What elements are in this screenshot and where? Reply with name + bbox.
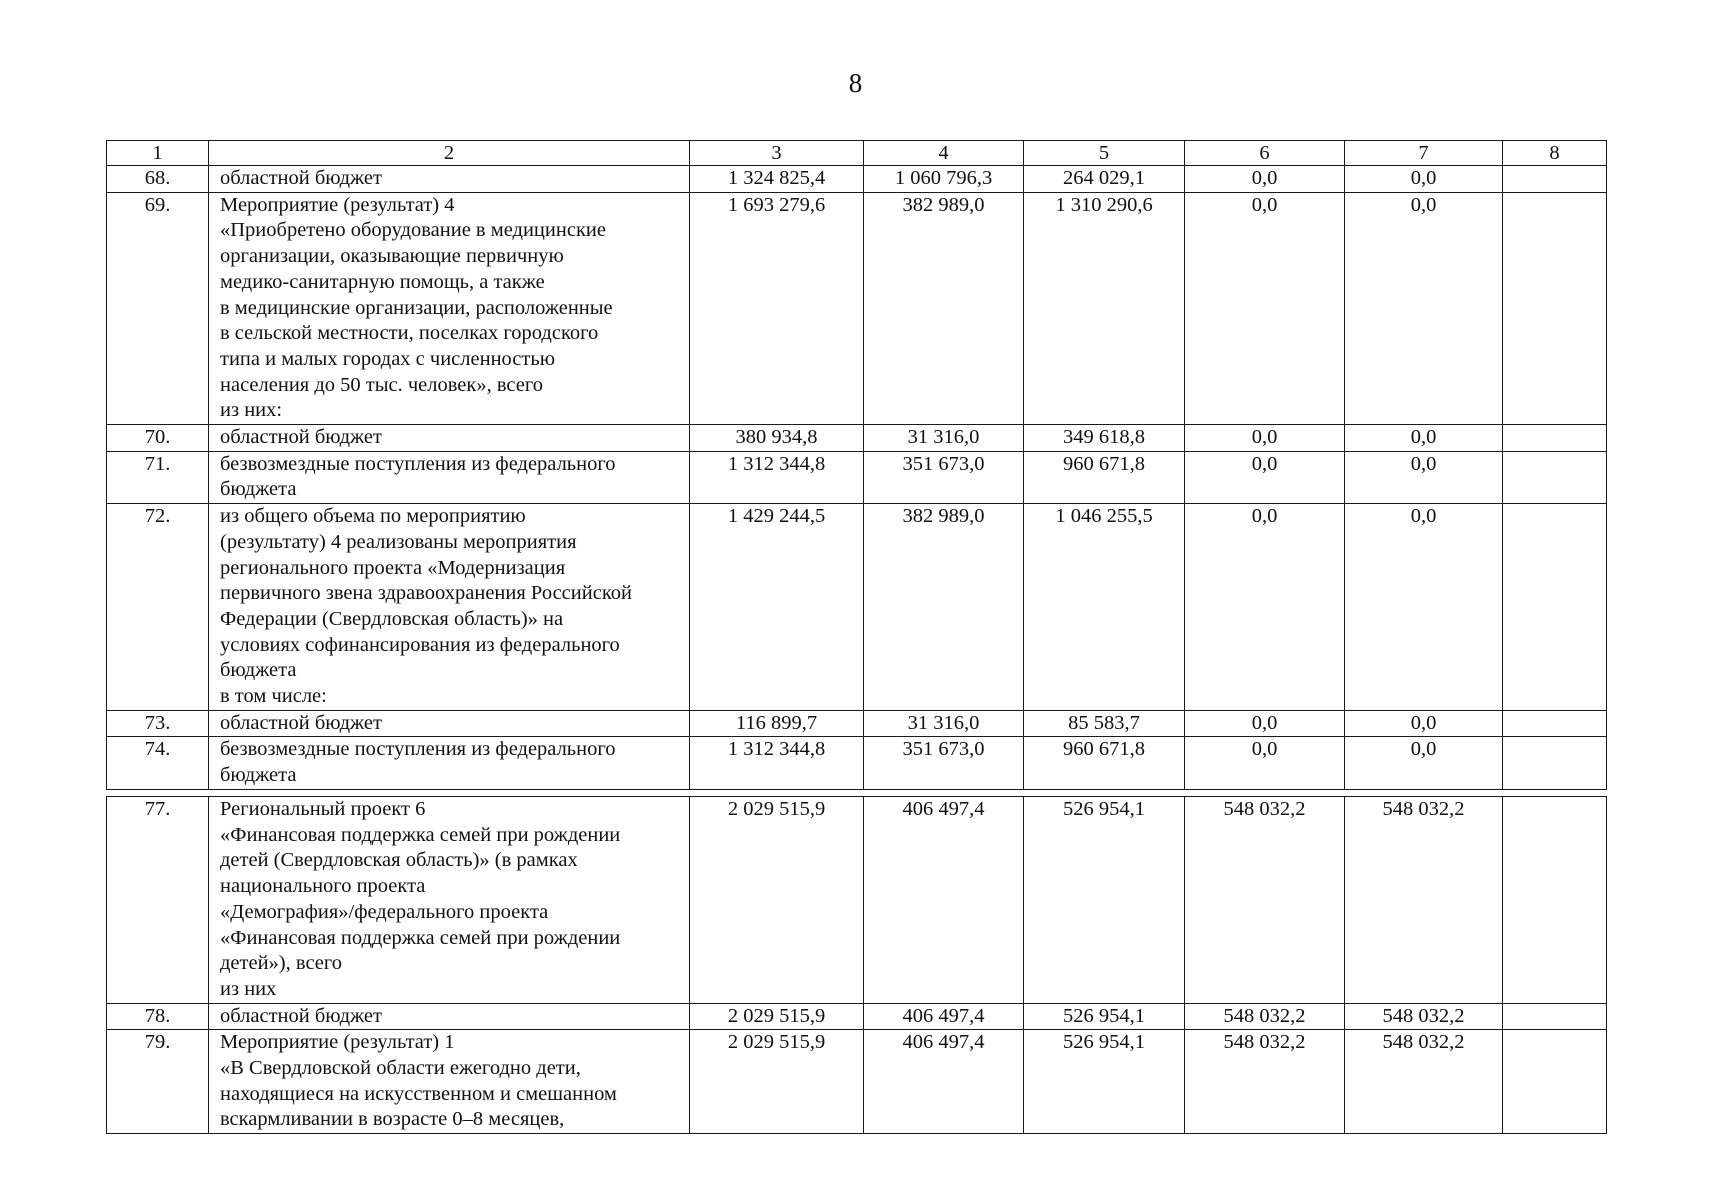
amount-cell: 0,0 bbox=[1185, 451, 1345, 503]
amount-cell bbox=[1503, 425, 1607, 452]
amount-cell: 0,0 bbox=[1345, 737, 1503, 789]
amount-cell: 0,0 bbox=[1345, 166, 1503, 193]
amount-cell: 0,0 bbox=[1185, 192, 1345, 424]
row-number: 74. bbox=[107, 737, 209, 789]
amount-cell: 351 673,0 bbox=[864, 737, 1024, 789]
description-line: безвозмездные поступления из федерального bbox=[220, 452, 616, 475]
description-line: «В Свердловской области ежегодно дети, bbox=[220, 1057, 581, 1080]
description-line: Региональный проект 6 bbox=[220, 798, 426, 820]
amount-cell: 1 324 825,4 bbox=[690, 166, 864, 193]
row-number: 72. bbox=[107, 504, 209, 711]
row-description bbox=[209, 504, 690, 711]
description-line: бюджета bbox=[220, 764, 297, 787]
amount-cell: 264 029,1 bbox=[1024, 166, 1185, 193]
description-line: Мероприятие (результат) 4 bbox=[220, 193, 455, 216]
description-line: регионального проекта «Модернизация bbox=[220, 556, 566, 579]
row-description bbox=[209, 737, 690, 789]
amount-cell: 0,0 bbox=[1345, 192, 1503, 424]
description-line: из них bbox=[220, 977, 277, 1000]
description-line: безвозмездные поступления из федерального bbox=[220, 738, 616, 761]
amount-cell: 2 029 515,9 bbox=[690, 797, 864, 1004]
description-line: вскармливании в возрасте 0–8 месяцев, bbox=[220, 1108, 565, 1131]
row-number: 77. bbox=[107, 797, 209, 1004]
description-line: областной бюджет bbox=[220, 167, 382, 189]
amount-cell: 960 671,8 bbox=[1024, 737, 1185, 789]
amount-cell: 1 429 244,5 bbox=[690, 504, 864, 711]
amount-cell: 0,0 bbox=[1345, 504, 1503, 711]
row-description bbox=[209, 1003, 690, 1030]
row-number: 71. bbox=[107, 451, 209, 503]
amount-cell: 548 032,2 bbox=[1185, 1030, 1345, 1134]
amount-cell: 0,0 bbox=[1185, 710, 1345, 737]
amount-cell: 526 954,1 bbox=[1024, 1003, 1185, 1030]
description-line: первичного звена здравоохранения Российской bbox=[220, 582, 632, 605]
row-number: 78. bbox=[107, 1003, 209, 1030]
table-row bbox=[107, 451, 1607, 503]
table-row bbox=[107, 504, 1607, 711]
amount-cell: 406 497,4 bbox=[864, 1030, 1024, 1134]
amount-cell: 548 032,2 bbox=[1185, 1003, 1345, 1030]
amount-cell: 548 032,2 bbox=[1345, 1030, 1503, 1134]
description-line: детей»), всего bbox=[220, 952, 343, 975]
description-line: бюджета bbox=[220, 478, 297, 501]
description-line: организации, оказывающие первичную bbox=[220, 245, 564, 268]
description-line: «Финансовая поддержка семей при рождении bbox=[220, 823, 621, 846]
row-number: 73. bbox=[107, 710, 209, 737]
column-header: 4 bbox=[864, 141, 1024, 166]
description-line: медико-санитарную помощь, а также bbox=[220, 270, 545, 293]
amount-cell: 1 312 344,8 bbox=[690, 451, 864, 503]
amount-cell: 1 693 279,6 bbox=[690, 192, 864, 424]
table-header-row bbox=[107, 141, 1607, 166]
description-line: национального проекта bbox=[220, 875, 426, 898]
amount-cell: 0,0 bbox=[1185, 504, 1345, 711]
amount-cell: 1 310 290,6 bbox=[1024, 192, 1185, 424]
description-line: «Приобретено оборудование в медицинские bbox=[220, 219, 606, 242]
amount-cell: 0,0 bbox=[1345, 710, 1503, 737]
amount-cell: 526 954,1 bbox=[1024, 797, 1185, 1004]
amount-cell: 382 989,0 bbox=[864, 192, 1024, 424]
amount-cell: 406 497,4 bbox=[864, 797, 1024, 1004]
amount-cell: 31 316,0 bbox=[864, 425, 1024, 452]
amount-cell bbox=[1503, 737, 1607, 789]
column-header: 6 bbox=[1185, 141, 1345, 166]
description-line: «Финансовая поддержка семей при рождении bbox=[220, 926, 621, 949]
amount-cell bbox=[1503, 451, 1607, 503]
table-row bbox=[107, 797, 1607, 1004]
page-number: 8 bbox=[848, 68, 863, 98]
amount-cell bbox=[1503, 504, 1607, 711]
row-number: 69. bbox=[107, 192, 209, 424]
amount-cell bbox=[1503, 1003, 1607, 1030]
column-header: 1 bbox=[107, 141, 209, 166]
amount-cell: 2 029 515,9 bbox=[690, 1003, 864, 1030]
amount-cell: 1 060 796,3 bbox=[864, 166, 1024, 193]
amount-cell bbox=[1503, 192, 1607, 424]
description-line: Федерации (Свердловская область)» на bbox=[220, 607, 564, 630]
amount-cell: 31 316,0 bbox=[864, 710, 1024, 737]
row-number: 79. bbox=[107, 1030, 209, 1134]
column-header: 7 bbox=[1345, 141, 1503, 166]
amount-cell bbox=[1503, 797, 1607, 1004]
description-line: областной бюджет bbox=[220, 1004, 382, 1027]
amount-cell: 1 046 255,5 bbox=[1024, 504, 1185, 711]
amount-cell bbox=[1503, 166, 1607, 193]
row-description bbox=[209, 710, 690, 737]
description-line: находящиеся на искусственном и смешанном bbox=[220, 1082, 617, 1105]
row-number: 70. bbox=[107, 425, 209, 452]
row-description bbox=[209, 166, 690, 193]
amount-cell: 0,0 bbox=[1345, 451, 1503, 503]
budget-table-bottom bbox=[106, 796, 1607, 1134]
description-line: условиях софинансирования из федерального bbox=[220, 633, 620, 656]
description-line: детей (Свердловская область)» (в рамках bbox=[220, 849, 578, 872]
description-line: в сельской местности, поселках городского bbox=[220, 322, 599, 345]
description-line: типа и малых городах с численностью bbox=[220, 347, 556, 370]
description-line: областной бюджет bbox=[220, 711, 382, 734]
amount-cell: 548 032,2 bbox=[1345, 797, 1503, 1004]
table-row bbox=[107, 710, 1607, 737]
description-line: Мероприятие (результат) 1 bbox=[220, 1031, 455, 1054]
row-description bbox=[209, 797, 690, 1004]
description-line: в медицинские организации, расположенные bbox=[220, 296, 613, 319]
amount-cell: 0,0 bbox=[1185, 737, 1345, 789]
amount-cell: 0,0 bbox=[1185, 166, 1345, 193]
row-number: 68. bbox=[107, 166, 209, 193]
amount-cell: 0,0 bbox=[1345, 425, 1503, 452]
table-row bbox=[107, 1003, 1607, 1030]
budget-table-top bbox=[106, 140, 1607, 790]
amount-cell: 351 673,0 bbox=[864, 451, 1024, 503]
amount-cell bbox=[1503, 1030, 1607, 1134]
amount-cell: 1 312 344,8 bbox=[690, 737, 864, 789]
description-line: (результату) 4 реализованы мероприятия bbox=[220, 530, 577, 553]
table-row bbox=[107, 166, 1607, 193]
amount-cell: 2 029 515,9 bbox=[690, 1030, 864, 1134]
amount-cell: 548 032,2 bbox=[1185, 797, 1345, 1004]
description-line: в том числе: bbox=[220, 685, 327, 708]
amount-cell: 380 934,8 bbox=[690, 425, 864, 452]
amount-cell: 548 032,2 bbox=[1345, 1003, 1503, 1030]
column-header: 5 bbox=[1024, 141, 1185, 166]
column-header: 2 bbox=[209, 141, 690, 166]
description-line: из них: bbox=[220, 399, 283, 422]
amount-cell: 960 671,8 bbox=[1024, 451, 1185, 503]
amount-cell: 526 954,1 bbox=[1024, 1030, 1185, 1134]
amount-cell: 85 583,7 bbox=[1024, 710, 1185, 737]
row-description bbox=[209, 192, 690, 424]
row-description bbox=[209, 1030, 690, 1134]
column-header: 3 bbox=[690, 141, 864, 166]
amount-cell: 382 989,0 bbox=[864, 504, 1024, 711]
column-header: 8 bbox=[1503, 141, 1607, 166]
row-description bbox=[209, 451, 690, 503]
amount-cell: 0,0 bbox=[1185, 425, 1345, 452]
description-line: бюджета bbox=[220, 659, 297, 682]
table-row bbox=[107, 425, 1607, 452]
description-line: «Демография»/федерального проекта bbox=[220, 900, 549, 923]
amount-cell bbox=[1503, 710, 1607, 737]
description-line: областной бюджет bbox=[220, 426, 382, 449]
table-row bbox=[107, 192, 1607, 424]
description-line: населения до 50 тыс. человек», всего bbox=[220, 373, 544, 396]
amount-cell: 116 899,7 bbox=[690, 710, 864, 737]
amount-cell: 349 618,8 bbox=[1024, 425, 1185, 452]
row-description bbox=[209, 425, 690, 452]
description-line: из общего объема по мероприятию bbox=[220, 505, 526, 528]
table-row bbox=[107, 1030, 1607, 1134]
amount-cell: 406 497,4 bbox=[864, 1003, 1024, 1030]
table-row bbox=[107, 737, 1607, 789]
